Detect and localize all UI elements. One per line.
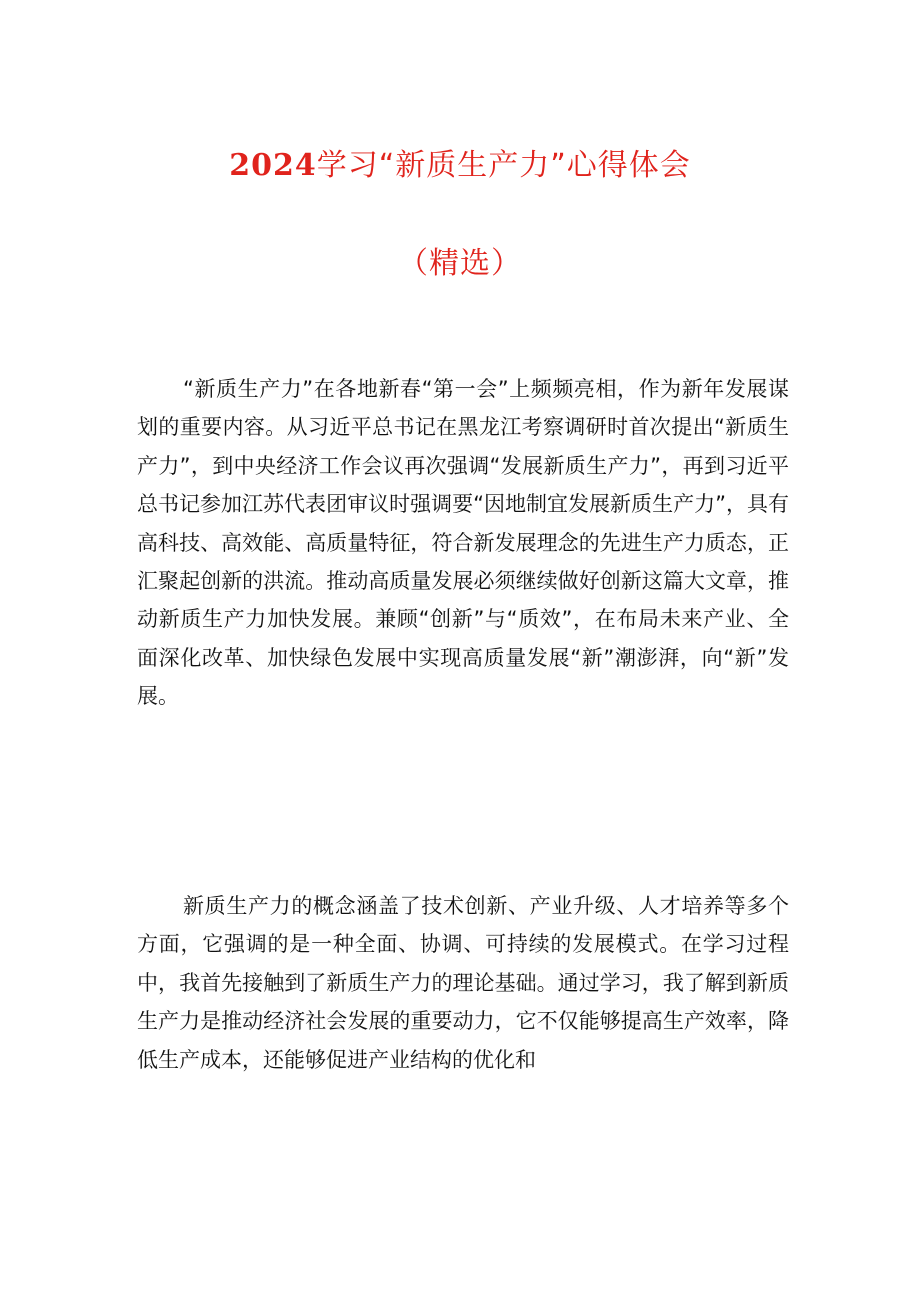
- title-year: 2024: [229, 148, 317, 183]
- body-paragraph-1: “新质生产力”在各地新春“第一会”上频频亮相，作为新年发展谋划的重要内容。从习近平总书记在黑龙江考察调研时首次提出“新质生产力”，到中央经济工作会议再次强调“发展新质生产力”，再到习近平总书记参加江苏代表团审议时强调要“因地制宜发展新质生产力”，具有高科技、高效能、高质量特征，符合新发展理念的先进生产力质态，正汇聚起创新的洪流。推动高质量发展必须继续做好创新这篇大文章，推动新质生产力加快发展。兼顾“创新”与“质效”，在布局未来产业、全面深化改革、加快绿色发展中实现高质量发展“新”潮澎湃，向“新”发展。: [137, 377, 789, 709]
- body-paragraph-2: 新质生产力的概念涵盖了技术创新、产业升级、人才培养等多个方面，它强调的是一种全面、协调、可持续的发展模式。在学习过程中，我首先接触到了新质生产力的理论基础。通过学习，我了解到新质生产力是推动经济社会发展的重要动力，它不仅能够提高生产效率，降低生产成本，还能够促进产业结构的优化和: [137, 894, 789, 1072]
- document-title: [0, 140, 920, 184]
- document-subtitle: （精选）: [398, 246, 522, 281]
- title-text: 学习“新质生产力”心得体会: [316, 148, 691, 183]
